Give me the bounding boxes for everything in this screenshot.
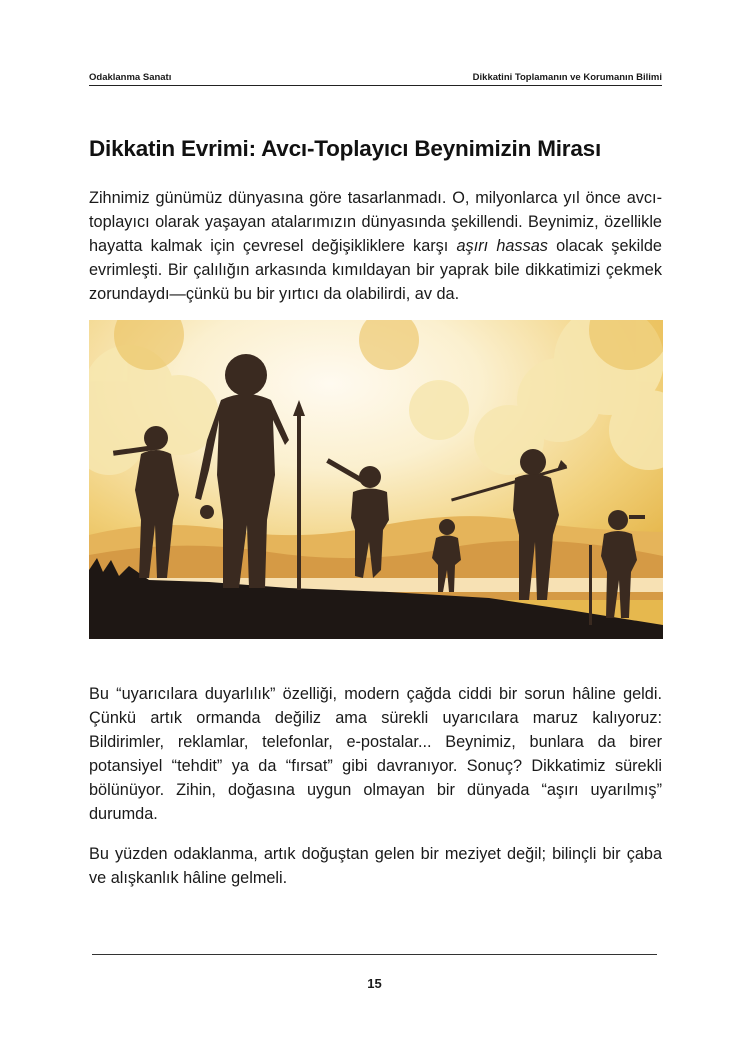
intro-text-start: Zihnimiz günümüz dünyasına göre tasarlanmadı. O, milyonlarca yıl önce avcı-toplayıcı olarak yaşayan atalarımızın dünyasında şekillendi. Beynimiz, özellikle hayatta kalmak için çevresel değişikliklere karşı (89, 189, 662, 255)
intro-text-end: olacak şekilde evrimleşti. Bir çalılığın arkasında kımıldayan bir yaprak bile dikkatimizi çekmek zorundaydı—çünkü bu bir yırtıcı da olabilirdi, av da. (89, 237, 662, 303)
running-header (89, 70, 662, 86)
footer-divider (92, 954, 657, 955)
section-title: Dikkatin Evrimi: Avcı-Toplayıcı Beynimizin Mirası (89, 136, 602, 161)
illustration-svg (89, 320, 663, 639)
body-paragraph-conclusion: Bu yüzden odaklanma, artık doğuştan gelen bir meziyet değil; bilinçli bir çaba ve alışkanlık hâline gelmeli. (89, 845, 662, 887)
body-paragraph-sensitivity: Bu “uyarıcılara duyarlılık” özelliği, modern çağda ciddi bir sorun hâline geldi. Çünkü artık ormanda değiliz ama sürekli uyarıcılara maruz kalıyoruz: Bildirimler, reklamlar, telefonlar, e-postalar... Beynimiz, bunlara da birer potansiyel “tehdit” ya da “fırsat” gibi davranıyor. Sonuç? Dikkatimiz sürekli bölünüyor. Zihin, doğasına uygun olmayan bir dünyada “aşırı uyarılmış” durumda. (89, 685, 662, 823)
page-number: 15 (367, 976, 382, 991)
hunter-gatherers-illustration (89, 320, 663, 639)
intro-paragraph (89, 186, 662, 306)
header-chapter-title: Dikkatini Toplamanın ve Korumanın Bilimi (472, 72, 662, 83)
intro-emphasis: aşırı hassas (456, 237, 548, 255)
header-book-title: Odaklanma Sanatı (89, 72, 172, 83)
